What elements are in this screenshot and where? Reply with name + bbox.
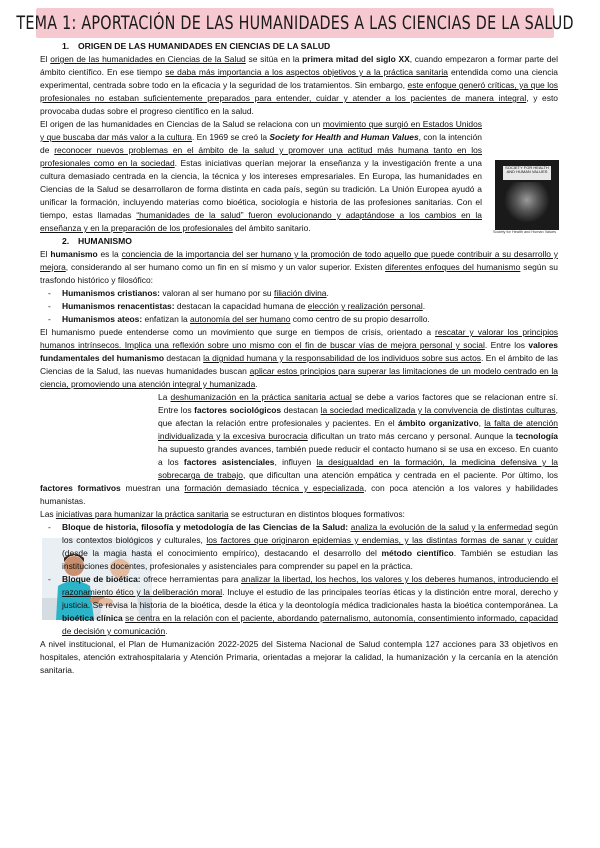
text-run: se sitúa en la (245, 54, 303, 64)
training-blocks-list (40, 521, 558, 638)
text-run: A nivel institucional, el Plan de Humanización 2022-2025 del Sistema Nacional de Salud contempla 127 acciones para 33 objetivos en hospitales, atención extrahospitalaria y Atención Primaria, orientadas a mejorar la calidad, la humanización y la cercanía en la atención sanitaria. (40, 639, 558, 675)
text-run: elección y realización personal (307, 301, 423, 311)
text-run: Society for Health and Human Values (269, 132, 419, 142)
text-run: (desde la magia hasta el conocimiento empírico), destacando el desarrollo del (62, 548, 382, 558)
humanism-approaches-list (40, 287, 558, 326)
title-banner (16, 8, 574, 38)
text-run: método científico (381, 548, 454, 558)
image-spacer (482, 118, 558, 226)
text-run: analiza la evolución de la salud y la enfermedad (350, 522, 533, 532)
book-cover-title: SOCIETY FOR HEALTH AND HUMAN VALUES (503, 166, 551, 180)
text-run: . Entre los (484, 340, 529, 350)
text-run: . Estas iniciativas querían mejorar la enseñanza y la investigación frente a una cultura demasiado centrada en la ciencia, la técnica y los intereses empresariales. En Europa, las humanidades en Ciencias de la Salud se desarrollaron de forma distinta en cada país, según su tradición. La Unión Europea ayudó a unificar la formación, incluyendo materias como bioética, sociología e historia de las profesiones sanitarias. Con el tiempo, estas llamadas (40, 158, 482, 220)
text-run: . (255, 379, 258, 389)
text-run: “humanidades de la salud” fueron evolucionando y adaptándose a los cambios en la enseñanza y en la preparación de los profesionales (40, 210, 482, 233)
list-item (40, 300, 558, 313)
text-run: . (165, 626, 168, 636)
list-item (40, 313, 558, 326)
text-run: humanismo (50, 249, 98, 259)
document-body (40, 40, 558, 677)
text-run: autonomía del ser humano (190, 314, 291, 324)
text-run: , considerando al ser humano como un fin en sí mismo y un valor superior. Existen (65, 262, 386, 272)
text-run: conciencia de la importancia del ser humano y la promoción de todo aquello que puede contribuir a su desarrollo y mejora (40, 249, 558, 272)
text-run: se daba más importancia a los aspectos objetivos y a la práctica sanitaria (165, 67, 448, 77)
text-run: los factores que originaron epidemias y endemias, y las distintas formas de sanar y cuidar (206, 535, 558, 545)
text-run: se debe a varios factores que se relacionan entre sí. Entre los (158, 392, 558, 415)
section-2-paragraph-2 (40, 326, 558, 391)
text-run: se estructuran en distintos bloques formativos: (228, 509, 405, 519)
text-run: origen de las humanidades en Ciencias de la Salud (50, 54, 246, 64)
text-run: aplicar estos principios para superar las limitaciones de un modelo centrado en la ciencia, promoviendo una atención integral y humanizada (40, 366, 558, 389)
text-run: tecnología (515, 431, 558, 441)
text-run: del ámbito sanitario. (232, 223, 311, 233)
text-run: analizar la libertad, los hechos, los valores y los deberes humanos, introduciendo el razonamiento ético y la deliberación moral (62, 574, 558, 597)
text-run: , con la intención de (40, 132, 482, 155)
text-run: la dignidad humana y la responsabilidad de los individuos sobre sus actos (203, 353, 482, 363)
text-run: , con poca atención a los valores y habilidades humanistas. (40, 483, 558, 506)
text-run: factores formativos (40, 483, 121, 493)
section-1-number: 1. (62, 41, 70, 51)
text-run: entendida como una ciencia experimental, centrada sobre todo en la eficacia y la seguridad de los tratamientos. Sin embargo, (40, 67, 558, 90)
text-run: es la (97, 249, 122, 259)
text-run: Bloque de historia, filosofía y metodología de las Ciencias de la Salud: (62, 522, 349, 532)
text-run: . (326, 288, 329, 298)
list-item (40, 287, 558, 300)
text-run: , cuando empezaron a formar parte del ámbito científico. En ese tiempo (40, 54, 558, 77)
text-run: filiación divina (273, 288, 327, 298)
text-run: El humanismo puede entenderse como un movimiento que surge en tiempos de crisis, orientado a (40, 327, 436, 337)
text-run: factores sociológicos (194, 405, 282, 415)
text-run: este enfoque generó críticas, ya que los profesionales no estaban suficientemente preparados para entender, cuidar y atender a los pacientes de manera integral (40, 80, 558, 103)
section-2-paragraph-1 (40, 248, 558, 287)
text-run: deshumanización en la práctica sanitaria actual (170, 392, 352, 402)
text-run: . También se estudian las instituciones docentes, profesionales y asistenciales para comprender su papel en la práctica. (62, 548, 558, 571)
text-run: como centro de su propio desarrollo. (290, 314, 430, 324)
text-run: . En 1969 se creó la (191, 132, 270, 142)
section-2-paragraph-3 (40, 391, 558, 508)
text-run: dificultan un trato más cercano y personal. Aunque la (307, 431, 516, 441)
section-2-paragraph-4 (40, 508, 558, 521)
section-1-paragraph-1 (40, 53, 558, 118)
text-run: . Incluye el estudio de las principales teorías éticas y la distinción entre moral, derecho y justicia. Se revisa la historia de la bioética, desde la ética y la deontología médica tradicionales hasta la bioética contemporánea. La (62, 587, 558, 610)
text-run: ofrece herramientas para (140, 574, 242, 584)
text-run: La (158, 392, 171, 402)
text-run: la sociedad medicalizada y la convivencia de distintas culturas (320, 405, 556, 415)
text-run: enfatizan la (142, 314, 191, 324)
text-run: Humanismos ateos: (62, 314, 143, 324)
photo-spacer (40, 391, 158, 475)
text-run: , que afectan la relación entre profesionales y pacientes. En el (158, 405, 558, 428)
text-run: según su trasfondo histórico y filosófico: (40, 262, 558, 285)
text-run: destacan la capacidad humana de (174, 301, 308, 311)
text-run: El (40, 54, 51, 64)
text-run: ha supuesto grandes avances, también puede reducir el contacto humano si se usa en exceso. En cuanto a los (158, 444, 558, 467)
text-run: según los contextos biológicos y culturales, (62, 522, 558, 545)
section-2-title: HUMANISMO (78, 236, 132, 246)
list-item (40, 521, 558, 573)
text-run: diferentes enfoques del humanismo (385, 262, 521, 272)
text-run: , que dificultan una atención empática y centrada en el paciente. Por último, los (242, 470, 558, 480)
text-run: factores asistenciales (183, 457, 275, 467)
text-run: reconocer nuevos problemas en el ámbito de la salud y promover una actitud más humana tanto en los profesionales como en la sociedad (40, 145, 482, 168)
text-run: ámbito organizativo (397, 418, 479, 428)
book-caption: Society for Health and Human Values (493, 230, 557, 234)
section-2-paragraph-5 (40, 638, 558, 677)
section-2-number: 2. (62, 236, 70, 246)
text-run: Humanismos cristianos: (62, 288, 160, 298)
text-run: la falta de atención individualizada y la excesiva burocracia (158, 418, 558, 441)
section-2-heading (40, 235, 558, 248)
text-run: destacan (281, 405, 321, 415)
section-1-heading (40, 40, 558, 53)
text-run: , y esto provocaba dudas sobre el progreso científico en la salud. (40, 93, 559, 116)
text-run: bioética clínica (62, 613, 123, 623)
text-run: formación demasiado técnica y especializada (184, 483, 364, 493)
section-1-title: ORIGEN DE LAS HUMANIDADES EN CIENCIAS DE LA SALUD (78, 41, 331, 51)
text-run: primera mitad del siglo XX (302, 54, 410, 64)
text-run: . (422, 301, 426, 311)
section-1-paragraph-2 (40, 118, 558, 235)
text-run: valores fundamentales del humanismo (40, 340, 558, 363)
page-title: TEMA 1: APORTACIÓN DE LAS HUMANIDADES A LAS CIENCIAS DE LA SALUD (16, 12, 574, 34)
text-run: Las (40, 509, 56, 519)
text-run: Humanismos renacentistas: (62, 301, 175, 311)
text-run: movimiento que surgió en Estados Unidos y que buscaba dar más valor a la cultura (40, 119, 482, 142)
text-run: , (478, 418, 485, 428)
text-run: Bloque de bioética: (62, 574, 141, 584)
text-run: El origen de las humanidades en Ciencias de la Salud se relaciona con un (40, 119, 323, 129)
text-run: muestran una (120, 483, 185, 493)
text-run: El (40, 249, 51, 259)
text-run: la desigualdad en la formación, la medicina defensiva y la sobrecarga de trabajo (158, 457, 558, 480)
list-item (40, 573, 558, 638)
text-run: rescatar y valorar los principios humanos intrínsecos. Implica una reflexión sobre uno mismo con el fin de buscar vías de mejora personal y social (40, 327, 558, 350)
text-run: iniciativas para humanizar la práctica sanitaria (55, 509, 229, 519)
text-run: . En el ámbito de las Ciencias de la Salud, las nuevas humanidades buscan (40, 353, 558, 376)
text-run: destacan (163, 353, 204, 363)
text-run: se centra en la relación con el paciente, abordando paternalismo, autonomía, consentimiento informado, capacidad de decisión y comunicación (62, 613, 558, 636)
text-run: , influyen (274, 457, 317, 467)
text-run: valoran al ser humano por su (160, 288, 274, 298)
